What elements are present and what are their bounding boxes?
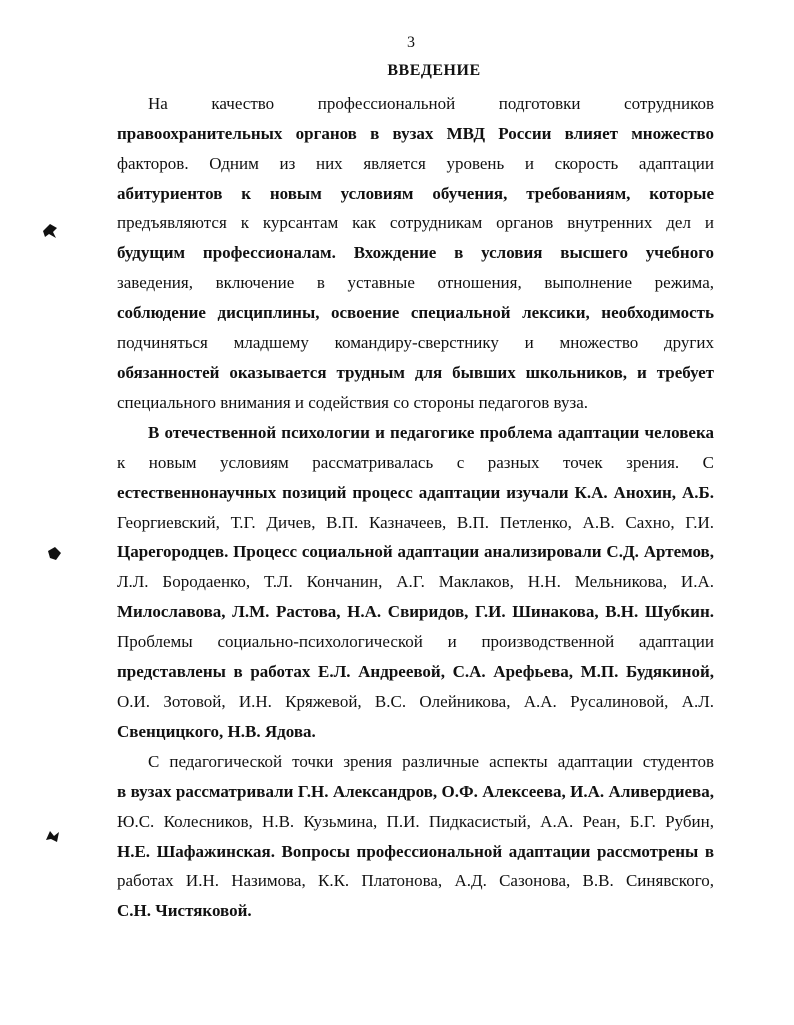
- text-line: Милославова, Л.М. Растова, Н.А. Свиридов, Г.И. Шинакова, В.Н. Шубкин.: [117, 602, 714, 621]
- text-line: к новым условиям рассматривалась с разных точек зрения. С: [117, 453, 714, 472]
- text-line: соблюдение дисциплины, освоение специальной лексики, необходимость: [117, 303, 714, 322]
- text-line: абитуриентов к новым условиям обучения, требованиям, которые: [117, 184, 714, 203]
- text-line: правоохранительных органов в вузах МВД России влияет множество: [117, 124, 714, 143]
- text-line: Л.Л. Бородаенко, Т.Л. Кончанин, А.Г. Маклаков, Н.Н. Мельникова, И.А.: [117, 572, 714, 591]
- text-line: С педагогической точки зрения различные аспекты адаптации студентов: [148, 752, 714, 771]
- text-line: заведения, включение в уставные отношения, выполнение режима,: [117, 273, 714, 292]
- text-line: Проблемы социально-психологической и производственной адаптации: [117, 632, 714, 651]
- margin-mark-icon: [45, 545, 63, 563]
- text-line: будущим профессионалам. Вхождение в условия высшего учебного: [117, 243, 714, 262]
- page-number: 3: [407, 34, 415, 51]
- text-line: подчиняться младшему командиру-сверстнику и множество других: [117, 333, 714, 352]
- text-line: работах И.Н. Назимова, К.К. Платонова, А.Д. Сазонова, В.В. Синявского,: [117, 871, 714, 890]
- text-line: Георгиевский, Т.Г. Дичев, В.П. Казначеев, В.П. Петленко, А.В. Сахно, Г.И.: [117, 513, 714, 532]
- text-line: В отечественной психологии и педагогике проблема адаптации человека: [148, 423, 714, 442]
- text-line: предъявляются к курсантам как сотрудникам органов внутренних дел и: [117, 213, 714, 232]
- text-line: естественнонаучных позиций процесс адаптации изучали К.А. Анохин, А.Б.: [117, 483, 714, 502]
- text-line: Ю.С. Колесников, Н.В. Кузьмина, П.И. Пидкасистый, А.А. Реан, Б.Г. Рубин,: [117, 812, 714, 831]
- text-line: С.Н. Чистяковой.: [117, 901, 252, 920]
- text-line: На качество профессиональной подготовки сотрудников: [148, 94, 714, 113]
- text-line: специального внимания и содействия со стороны педагогов вуза.: [117, 393, 589, 412]
- text-line: обязанностей оказывается трудным для бывших школьников, и требует: [117, 363, 714, 382]
- text-line: Свенцицкого, Н.В. Ядова.: [117, 722, 316, 741]
- text-line: факторов. Одним из них является уровень и скорость адаптации: [117, 154, 714, 173]
- text-line: О.И. Зотовой, И.Н. Кряжевой, В.С. Олейникова, А.А. Русалиновой, А.Л.: [117, 692, 714, 711]
- text-line: Н.Е. Шафажинская. Вопросы профессиональной адаптации рассмотрены в: [117, 842, 714, 861]
- margin-mark-icon: [44, 828, 62, 846]
- text-line: Царегородцев. Процесс социальной адаптации анализировали С.Д. Артемов,: [117, 542, 714, 561]
- margin-mark-icon: [41, 222, 59, 240]
- text-line: представлены в работах Е.Л. Андреевой, С.А. Арефьева, М.П. Будякиной,: [117, 662, 714, 681]
- text-line: в вузах рассматривали Г.Н. Александров, О.Ф. Алексеева, И.А. Аливердиева,: [117, 782, 714, 801]
- section-heading: ВВЕДЕНИЕ: [387, 62, 481, 79]
